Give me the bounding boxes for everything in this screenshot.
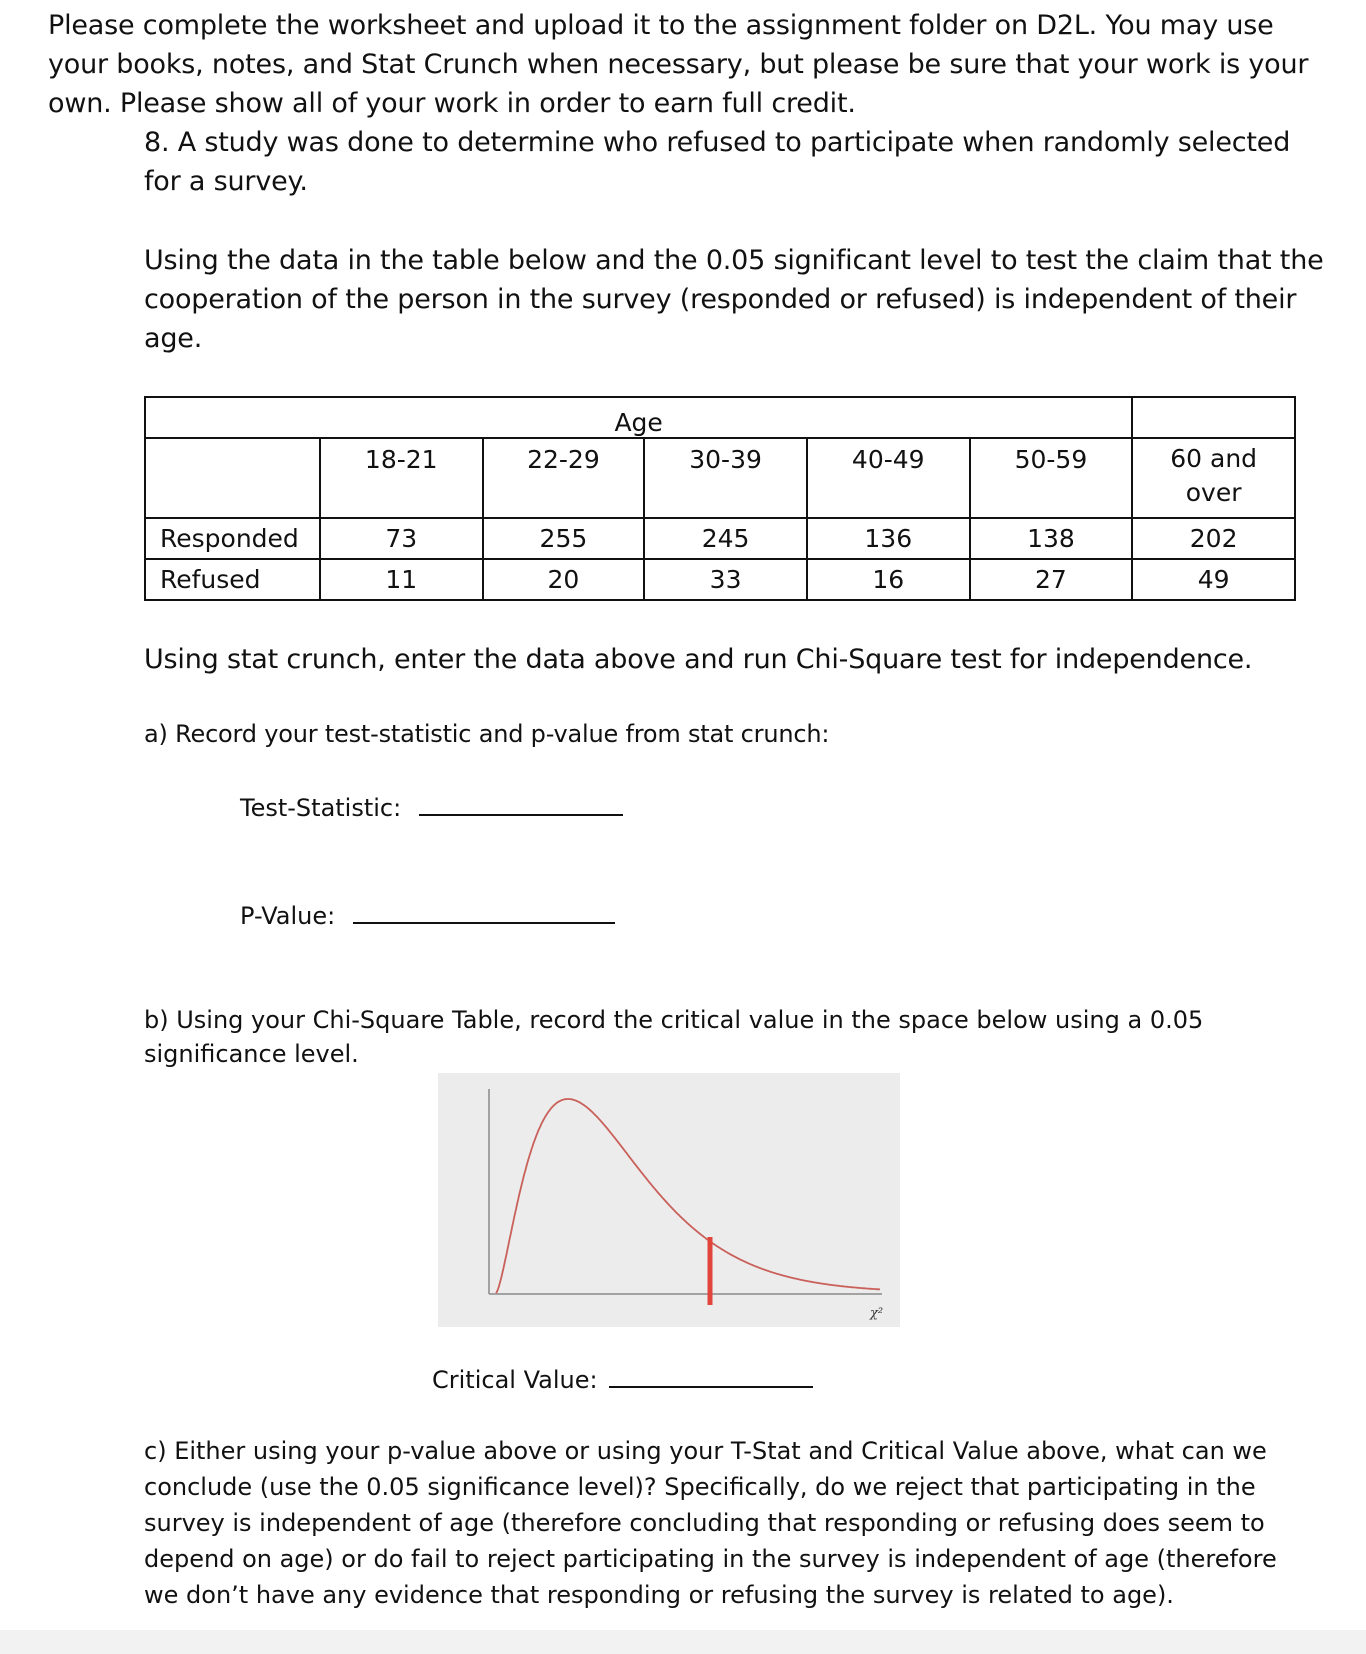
table-cell: 138 [970, 518, 1133, 559]
claim-line-1: Using the data in the table below and the 0.05 significant level to test the claim that the [144, 245, 1324, 276]
table-cell: 255 [483, 518, 645, 559]
col-header-5: 50-59 [970, 438, 1133, 518]
table-cell: 49 [1132, 559, 1295, 600]
critical-value-row [432, 1360, 813, 1397]
p-value-label: P-Value: [240, 902, 336, 930]
table-row-refused [145, 559, 1295, 600]
intro-paragraph [48, 6, 1348, 123]
claim-paragraph [144, 241, 1344, 358]
col-header-4: 40-49 [807, 438, 970, 518]
p-value-blank[interactable] [353, 896, 615, 924]
age-header-cell [145, 397, 1132, 438]
claim-line-2: cooperation of the person in the survey (responded or refused) is independent of their [144, 284, 1297, 315]
test-statistic-row [240, 788, 623, 825]
col-header-6b [1132, 478, 1295, 518]
question-line-2: for a survey. [144, 166, 308, 197]
col-header-1: 18-21 [320, 438, 483, 518]
col-header-2: 22-29 [483, 438, 645, 518]
table-cell: 20 [483, 559, 645, 600]
intro-line-2: your books, notes, and Stat Crunch when necessary, but please be sure that your work is your [48, 49, 1309, 80]
question-8 [144, 123, 1344, 201]
col-header-3: 30-39 [644, 438, 807, 518]
question-line-1: 8. A study was done to determine who refused to participate when randomly selected [144, 127, 1291, 158]
contingency-table [144, 396, 1296, 601]
age-group-label: Age [614, 408, 663, 437]
intro-line-1: Please complete the worksheet and upload it to the assignment folder on D2L. You may use [48, 10, 1274, 41]
row-label-refused: Refused [145, 559, 320, 600]
table-corner [145, 438, 320, 518]
table-cell: 202 [1132, 518, 1295, 559]
table-cell: 245 [644, 518, 807, 559]
table-header-empty [1132, 397, 1295, 438]
part-c-line-3: survey is independent of age (therefore concluding that responding or refusing does seem to [144, 1509, 1265, 1537]
table-cell: 16 [807, 559, 970, 600]
table-cell: 136 [807, 518, 970, 559]
claim-line-3: age. [144, 323, 203, 354]
table-row-responded [145, 518, 1295, 559]
table-cell: 73 [320, 518, 483, 559]
part-c-line-1: c) Either using your p-value above or using your T-Stat and Critical Value above, what can we [144, 1437, 1267, 1465]
part-a-prompt: a) Record your test-statistic and p-value from stat crunch: [144, 720, 830, 748]
page-bottom-strip [0, 1630, 1366, 1654]
p-value-row [240, 896, 615, 933]
part-b-prompt [144, 1003, 1294, 1071]
critical-value-blank[interactable] [609, 1360, 813, 1388]
col-header-6-line-1: 60 and [1170, 444, 1258, 473]
chi-square-axis-label: χ² [870, 1306, 884, 1321]
critical-value-label: Critical Value: [432, 1366, 598, 1394]
col-header-6-line-2: over [1185, 478, 1242, 507]
table-header-row [145, 438, 1295, 478]
part-b-line-2: significance level. [144, 1040, 359, 1068]
table-cell: 27 [970, 559, 1133, 600]
table-cell: 11 [320, 559, 483, 600]
part-c-paragraph [144, 1433, 1344, 1613]
part-b-line-1: b) Using your Chi-Square Table, record the critical value in the space below using a 0.05 [144, 1006, 1204, 1034]
test-statistic-blank[interactable] [419, 788, 623, 816]
table-cell: 33 [644, 559, 807, 600]
intro-line-3: own. Please show all of your work in order to earn full credit. [48, 88, 856, 119]
part-c-line-2: conclude (use the 0.05 significance level)? Specifically, do we reject that participating in the [144, 1473, 1256, 1501]
stat-crunch-instruction: Using stat crunch, enter the data above and run Chi-Square test for independence. [144, 644, 1253, 675]
table-group-row [145, 397, 1295, 438]
part-c-line-4: depend on age) or do fail to reject participating in the survey is independent of age (therefore [144, 1545, 1277, 1573]
test-statistic-label: Test-Statistic: [240, 794, 402, 822]
col-header-6 [1132, 438, 1295, 478]
row-label-responded: Responded [145, 518, 320, 559]
figure-background [438, 1073, 900, 1327]
chi-square-figure [438, 1073, 900, 1327]
part-c-line-5: we don’t have any evidence that responding or refusing the survey is related to age). [144, 1581, 1174, 1609]
